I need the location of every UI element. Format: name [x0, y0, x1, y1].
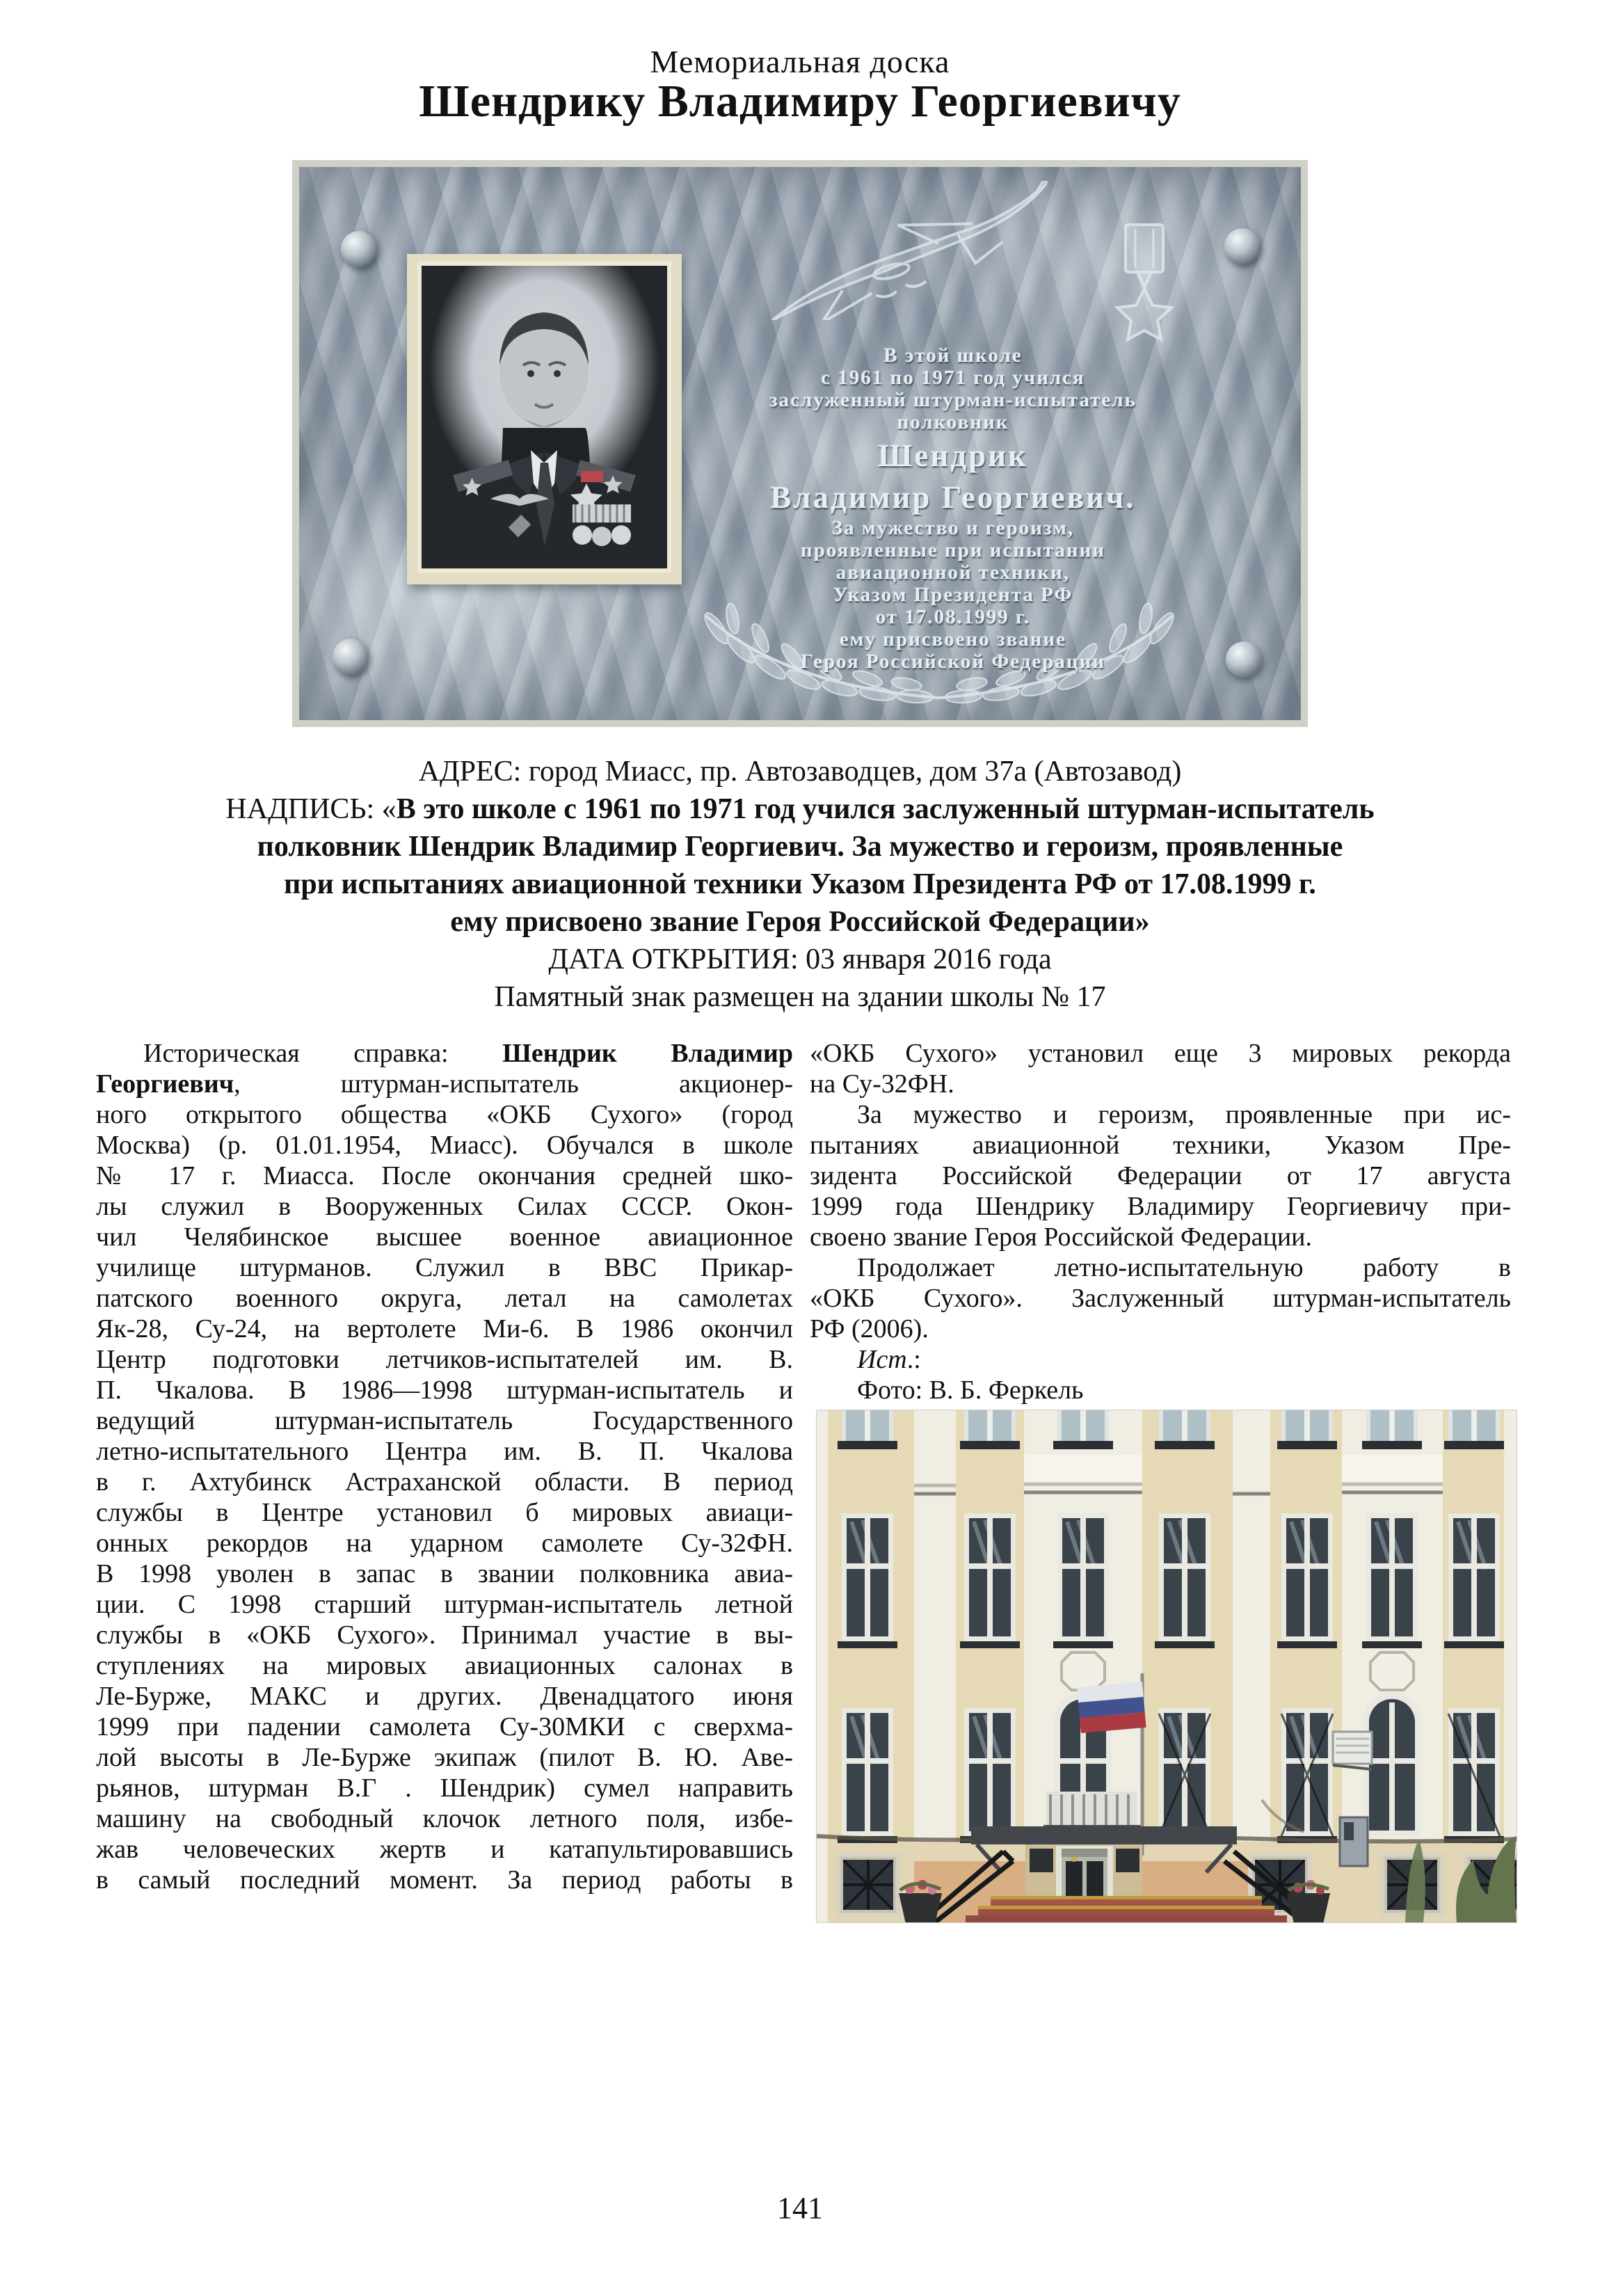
bolt-icon	[333, 639, 369, 675]
memorial-plaque-on-wall	[1340, 1817, 1368, 1866]
caption-line: ДАТА ОТКРЫТИЯ: 03 января 2016 года	[548, 943, 1052, 975]
plaque-text-line: ему присвоено звание	[839, 628, 1067, 651]
bolt-icon	[1224, 228, 1261, 264]
body-text-line: в г. Ахтубинск Астраханской области. В период	[96, 1467, 793, 1497]
body-text-line: рьянов, штурман В.Г . Шендрик) сумел направить	[96, 1773, 793, 1803]
plaque-inscription	[678, 344, 1228, 673]
body-text-line: Георгиевич, штурман-испытатель акционер-	[96, 1069, 793, 1099]
body-text-line: «ОКБ Сухого» установил еще 3 мировых рекорда	[810, 1039, 1511, 1068]
entrance-steps	[966, 1896, 1287, 1922]
body-text-line: службы в Центре установил б мировых авиаци-	[96, 1498, 793, 1527]
body-column-right	[810, 1038, 1511, 1405]
body-text-line: на Су-32ФН.	[810, 1069, 954, 1099]
body-text-line: чил Челябинское высшее военное авиационное	[96, 1222, 793, 1252]
body-text-line: За мужество и героизм, проявленные при ис-	[857, 1100, 1511, 1129]
page-number: 141	[777, 2191, 823, 2225]
plaque-text-line: заслуженный штурман-испытатель	[769, 389, 1137, 411]
caption-line: НАДПИСЬ: «В это школе с 1961 по 1971 год учился заслуженный штурман-испытатель	[225, 793, 1375, 825]
body-column-left	[96, 1038, 793, 1895]
body-text-line: жав человеческих жертв и катапультировавшись	[96, 1835, 793, 1864]
plaque-text-line: Указом Президента РФ	[833, 584, 1073, 606]
body-text-line: летно-испытательного Центра им. В. П. Чкалова	[96, 1437, 793, 1466]
jet-aircraft-engraving-icon	[730, 181, 1092, 320]
body-text-line: зидента Российской Федерации от 17 августа	[810, 1161, 1511, 1190]
plaque-text-line: с 1961 по 1971 год учился	[821, 367, 1085, 389]
body-text-line: пытаниях авиационной техники, Указом Пре-	[810, 1131, 1511, 1160]
body-text-line: ступлениях на мировых авиационных салонах в	[96, 1651, 793, 1680]
page-supertitle: Мемориальная доска	[650, 44, 950, 79]
body-text-line: 1999 при падении самолета Су-30МКИ с сверхма-	[96, 1712, 793, 1741]
body-text-line: Продолжает летно-испытательную работу в	[857, 1253, 1511, 1282]
body-text-line: Ле-Бурже, МАКС и других. Двенадцатого июня	[96, 1682, 793, 1711]
body-text-line: Фото: В. Б. Феркель	[857, 1376, 1084, 1405]
caption-line: АДРЕС: город Миасс, пр. Автозаводцев, дом 37а (Автозавод)	[418, 756, 1182, 788]
plaque-text-line: полковник	[897, 411, 1009, 433]
body-text-line: ведущий штурман-испытатель Государственного	[96, 1406, 793, 1435]
body-text-line: ного открытого общества «ОКБ Сухого» (город	[96, 1100, 793, 1129]
body-text-line: своено звание Героя Российской Федерации.	[810, 1222, 1312, 1252]
hero-star-medal-engraving-icon	[1099, 219, 1190, 358]
body-text-line: П. Чкалова. В 1986—1998 штурман-испытатель и	[96, 1376, 793, 1405]
bolt-icon	[1226, 641, 1262, 678]
body-text-line: Як-28, Су-24, на вертолете Ми-6. В 1986 окончил	[96, 1314, 793, 1344]
plaque-text-line: Владимир Георгиевич.	[770, 480, 1136, 515]
body-text-line: 1999 года Шендрику Владимиру Георгиевичу при-	[810, 1192, 1511, 1221]
caption-line: ему присвоено звание Героя Российской Федерации»	[450, 906, 1150, 938]
russian-flag-icon	[1077, 1682, 1146, 1733]
body-text-line: Центр подготовки летчиков-испытателей им. В.	[96, 1345, 793, 1374]
plaque-text-line: Героя Российской Федерации	[800, 651, 1106, 673]
body-text-line: № 17 г. Миасса. После окончания средней шко-	[96, 1161, 793, 1190]
entrance-canopy	[971, 1826, 1237, 1844]
portrait-photo	[407, 254, 682, 584]
body-text-line: лы служил в Вооруженных Силах СССР. Окон-	[96, 1192, 793, 1221]
plaque-text-line: В этой школе	[883, 344, 1023, 367]
plaque-text-line: За мужество и героизм,	[831, 517, 1075, 539]
bolt-icon	[341, 231, 377, 267]
caption-line: полковник Шендрик Владимир Георгиевич. За мужество и героизм, проявленные	[257, 831, 1343, 863]
school-photo	[817, 1410, 1517, 1922]
air-conditioner	[1333, 1732, 1372, 1769]
plaque-text-line: Шендрик	[878, 438, 1028, 473]
caption-line: при испытаниях авиационной техники Указом Президента РФ от 17.08.1999 г.	[284, 868, 1316, 900]
body-text-line: онных рекордов на ударном самолете Су-32ФН.	[96, 1529, 793, 1558]
plaque-text-line: авиационной техники,	[835, 561, 1071, 584]
plaque-text-line: от 17.08.1999 г.	[875, 606, 1031, 628]
body-text-line: Историческая справка: Шендрик Владимир	[143, 1039, 793, 1068]
body-text-line: В 1998 уволен в запас в звании полковника авиа-	[96, 1559, 793, 1588]
body-text-line: ции. С 1998 старший штурман-испытатель летной	[96, 1590, 793, 1619]
body-text-line: «ОКБ Сухого». Заслуженный штурман-испытатель	[810, 1284, 1511, 1313]
body-text-line: в самый последний момент. За период работы в	[96, 1865, 793, 1895]
body-text-line: машину на свободный клочок летного поля, избе-	[96, 1804, 793, 1833]
body-text-line: училище штурманов. Служил в ВВС Прикар-	[96, 1253, 793, 1282]
entrance-sign	[1116, 1849, 1139, 1872]
plaque-caption	[90, 753, 1510, 1016]
body-text-line: Москва) (р. 01.01.1954, Миасс). Обучался в школе	[96, 1131, 793, 1160]
balcony	[1043, 1792, 1141, 1832]
body-text-line: службы в «ОКБ Сухого». Принимал участие в вы-	[96, 1620, 793, 1650]
plaque-text-line: проявленные при испытании	[800, 539, 1106, 561]
caption-line: Памятный знак размещен на здании школы № 17	[494, 981, 1106, 1013]
body-text-line: патского военного округа, летал на самолетах	[96, 1284, 793, 1313]
entrance-sign	[1030, 1849, 1053, 1872]
body-text-line: лой высоты в Ле-Бурже экипаж (пилот В. Ю. Аве-	[96, 1743, 793, 1772]
page-title: Шендрику Владимиру Георгиевичу	[419, 76, 1181, 127]
body-text-line: РФ (2006).	[810, 1314, 929, 1344]
memorial-plaque-photo	[292, 160, 1308, 727]
body-text-line: Ист.:	[857, 1345, 921, 1374]
